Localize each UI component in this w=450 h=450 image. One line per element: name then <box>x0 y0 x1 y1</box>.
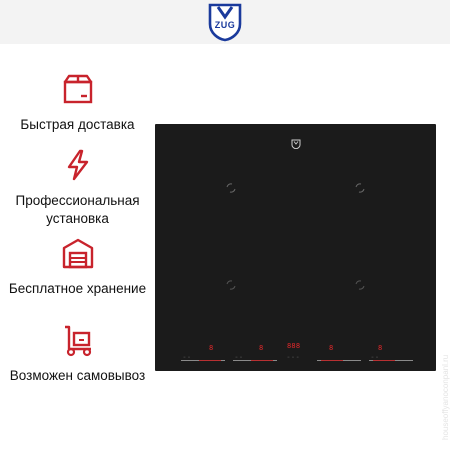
zone-display: 8 <box>259 344 264 352</box>
top-bar <box>0 0 450 44</box>
feature-self-pickup <box>0 323 155 385</box>
box-icon <box>61 72 95 106</box>
hand-truck-icon <box>61 323 95 357</box>
feature-installation <box>0 148 155 228</box>
feature-fast-delivery <box>0 72 155 134</box>
zone-display: 8 <box>378 344 383 352</box>
panel-symbol-icon[interactable]: ◦ ◦ <box>183 355 191 361</box>
logo-text: ZUG <box>214 20 236 30</box>
cooking-zone-marker <box>354 279 366 291</box>
product-image-hob[interactable] <box>155 124 436 371</box>
slider-level <box>199 360 221 361</box>
feature-label: Быстрая доставка <box>20 117 135 132</box>
warehouse-icon <box>61 236 95 270</box>
slider-level <box>251 360 273 361</box>
lightning-icon <box>61 148 95 182</box>
cooking-zone-marker <box>225 182 237 194</box>
slider-level <box>321 360 343 361</box>
vzug-logo[interactable] <box>205 2 245 42</box>
feature-label: Возможен самовывоз <box>9 368 146 383</box>
feature-free-storage <box>0 236 155 298</box>
cooking-zone-marker <box>225 279 237 291</box>
panel-symbol-icon[interactable]: ◦ ◦ <box>235 355 243 361</box>
hob-control-panel[interactable] <box>181 343 413 367</box>
zone-display: 8 <box>209 344 214 352</box>
feature-label: Профессиональная установка <box>15 193 140 226</box>
hob-logo-icon <box>291 139 301 149</box>
panel-symbol-icon[interactable]: ◦ ◦ ◦ <box>287 355 300 361</box>
cooking-zone-marker <box>354 182 366 194</box>
zone-display: 8 <box>329 344 334 352</box>
feature-label: Бесплатное хранение <box>8 281 147 296</box>
watermark: houseoffyanoconpanl.ru <box>441 354 450 440</box>
center-display: 888 <box>287 342 301 350</box>
panel-symbol-icon[interactable]: ◦ ◦ <box>371 355 379 361</box>
